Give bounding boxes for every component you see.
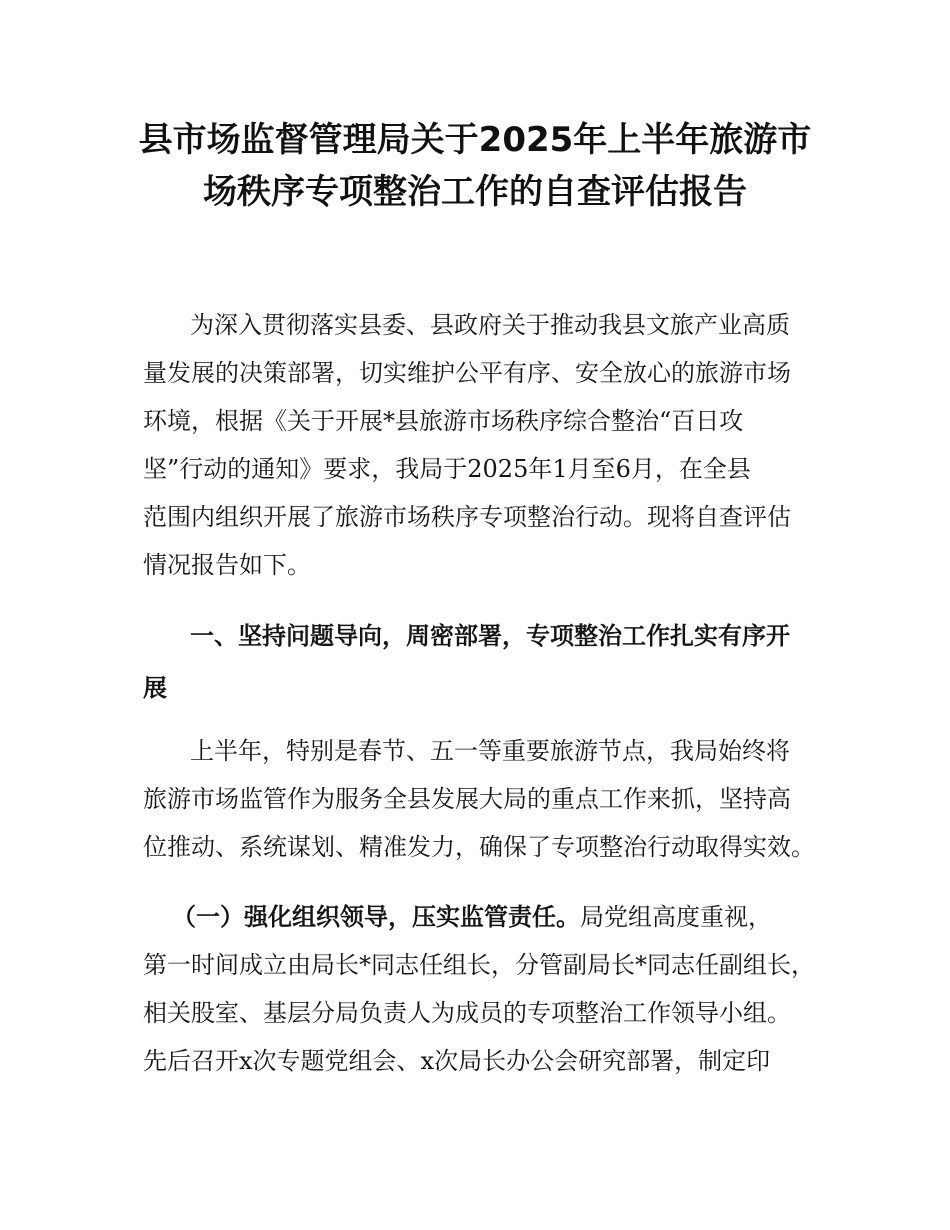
sub-1-lead: （一）强化组织领导，压实监管责任。 bbox=[172, 903, 580, 931]
section-1-heading-line-2: 展 bbox=[143, 674, 167, 702]
sub-1-line-4: 先后召开x次专题党组会、x次局长办公会研究部署，制定印 bbox=[143, 1047, 771, 1075]
sub-1-rest-first: 局党组高度重视， bbox=[580, 903, 772, 931]
sub-1-line-2: 第一时间成立由局长*同志任组长，分管副局长*同志任副组长， bbox=[143, 951, 815, 979]
intro-line-2: 量发展的决策部署，切实维护公平有序、安全放心的旅游市场 bbox=[143, 359, 791, 387]
document-title-line-1: 县市场监督管理局关于2025年上半年旅游市 bbox=[138, 120, 812, 160]
section-1-para-line-2: 旅游市场监管作为服务全县发展大局的重点工作来抓，坚持高 bbox=[143, 785, 791, 813]
sub-1-first-line bbox=[172, 902, 772, 932]
intro-line-6: 情况报告如下。 bbox=[143, 551, 311, 579]
section-1-heading-line-1: 一、坚持问题导向，周密部署，专项整治工作扎实有序开 bbox=[190, 622, 790, 650]
intro-line-1: 为深入贯彻落实县委、县政府关于推动我县文旅产业高质 bbox=[190, 311, 790, 339]
intro-line-4: 坚”行动的通知》要求，我局于2025年1月至6月，在全县 bbox=[143, 455, 751, 483]
section-1-para-line-1: 上半年，特别是春节、五一等重要旅游节点，我局始终将 bbox=[190, 737, 790, 765]
intro-line-5: 范围内组织开展了旅游市场秩序专项整治行动。现将自查评估 bbox=[143, 503, 791, 531]
section-1-para-line-3: 位推动、系统谋划、精准发力，确保了专项整治行动取得实效。 bbox=[143, 833, 815, 861]
sub-1-line-3: 相关股室、基层分局负责人为成员的专项整治工作领导小组。 bbox=[143, 999, 791, 1027]
intro-line-3: 环境，根据《关于开展*县旅游市场秩序综合整治“百日攻 bbox=[143, 407, 744, 435]
document-title-line-2: 场秩序专项整治工作的自查评估报告 bbox=[203, 172, 747, 212]
